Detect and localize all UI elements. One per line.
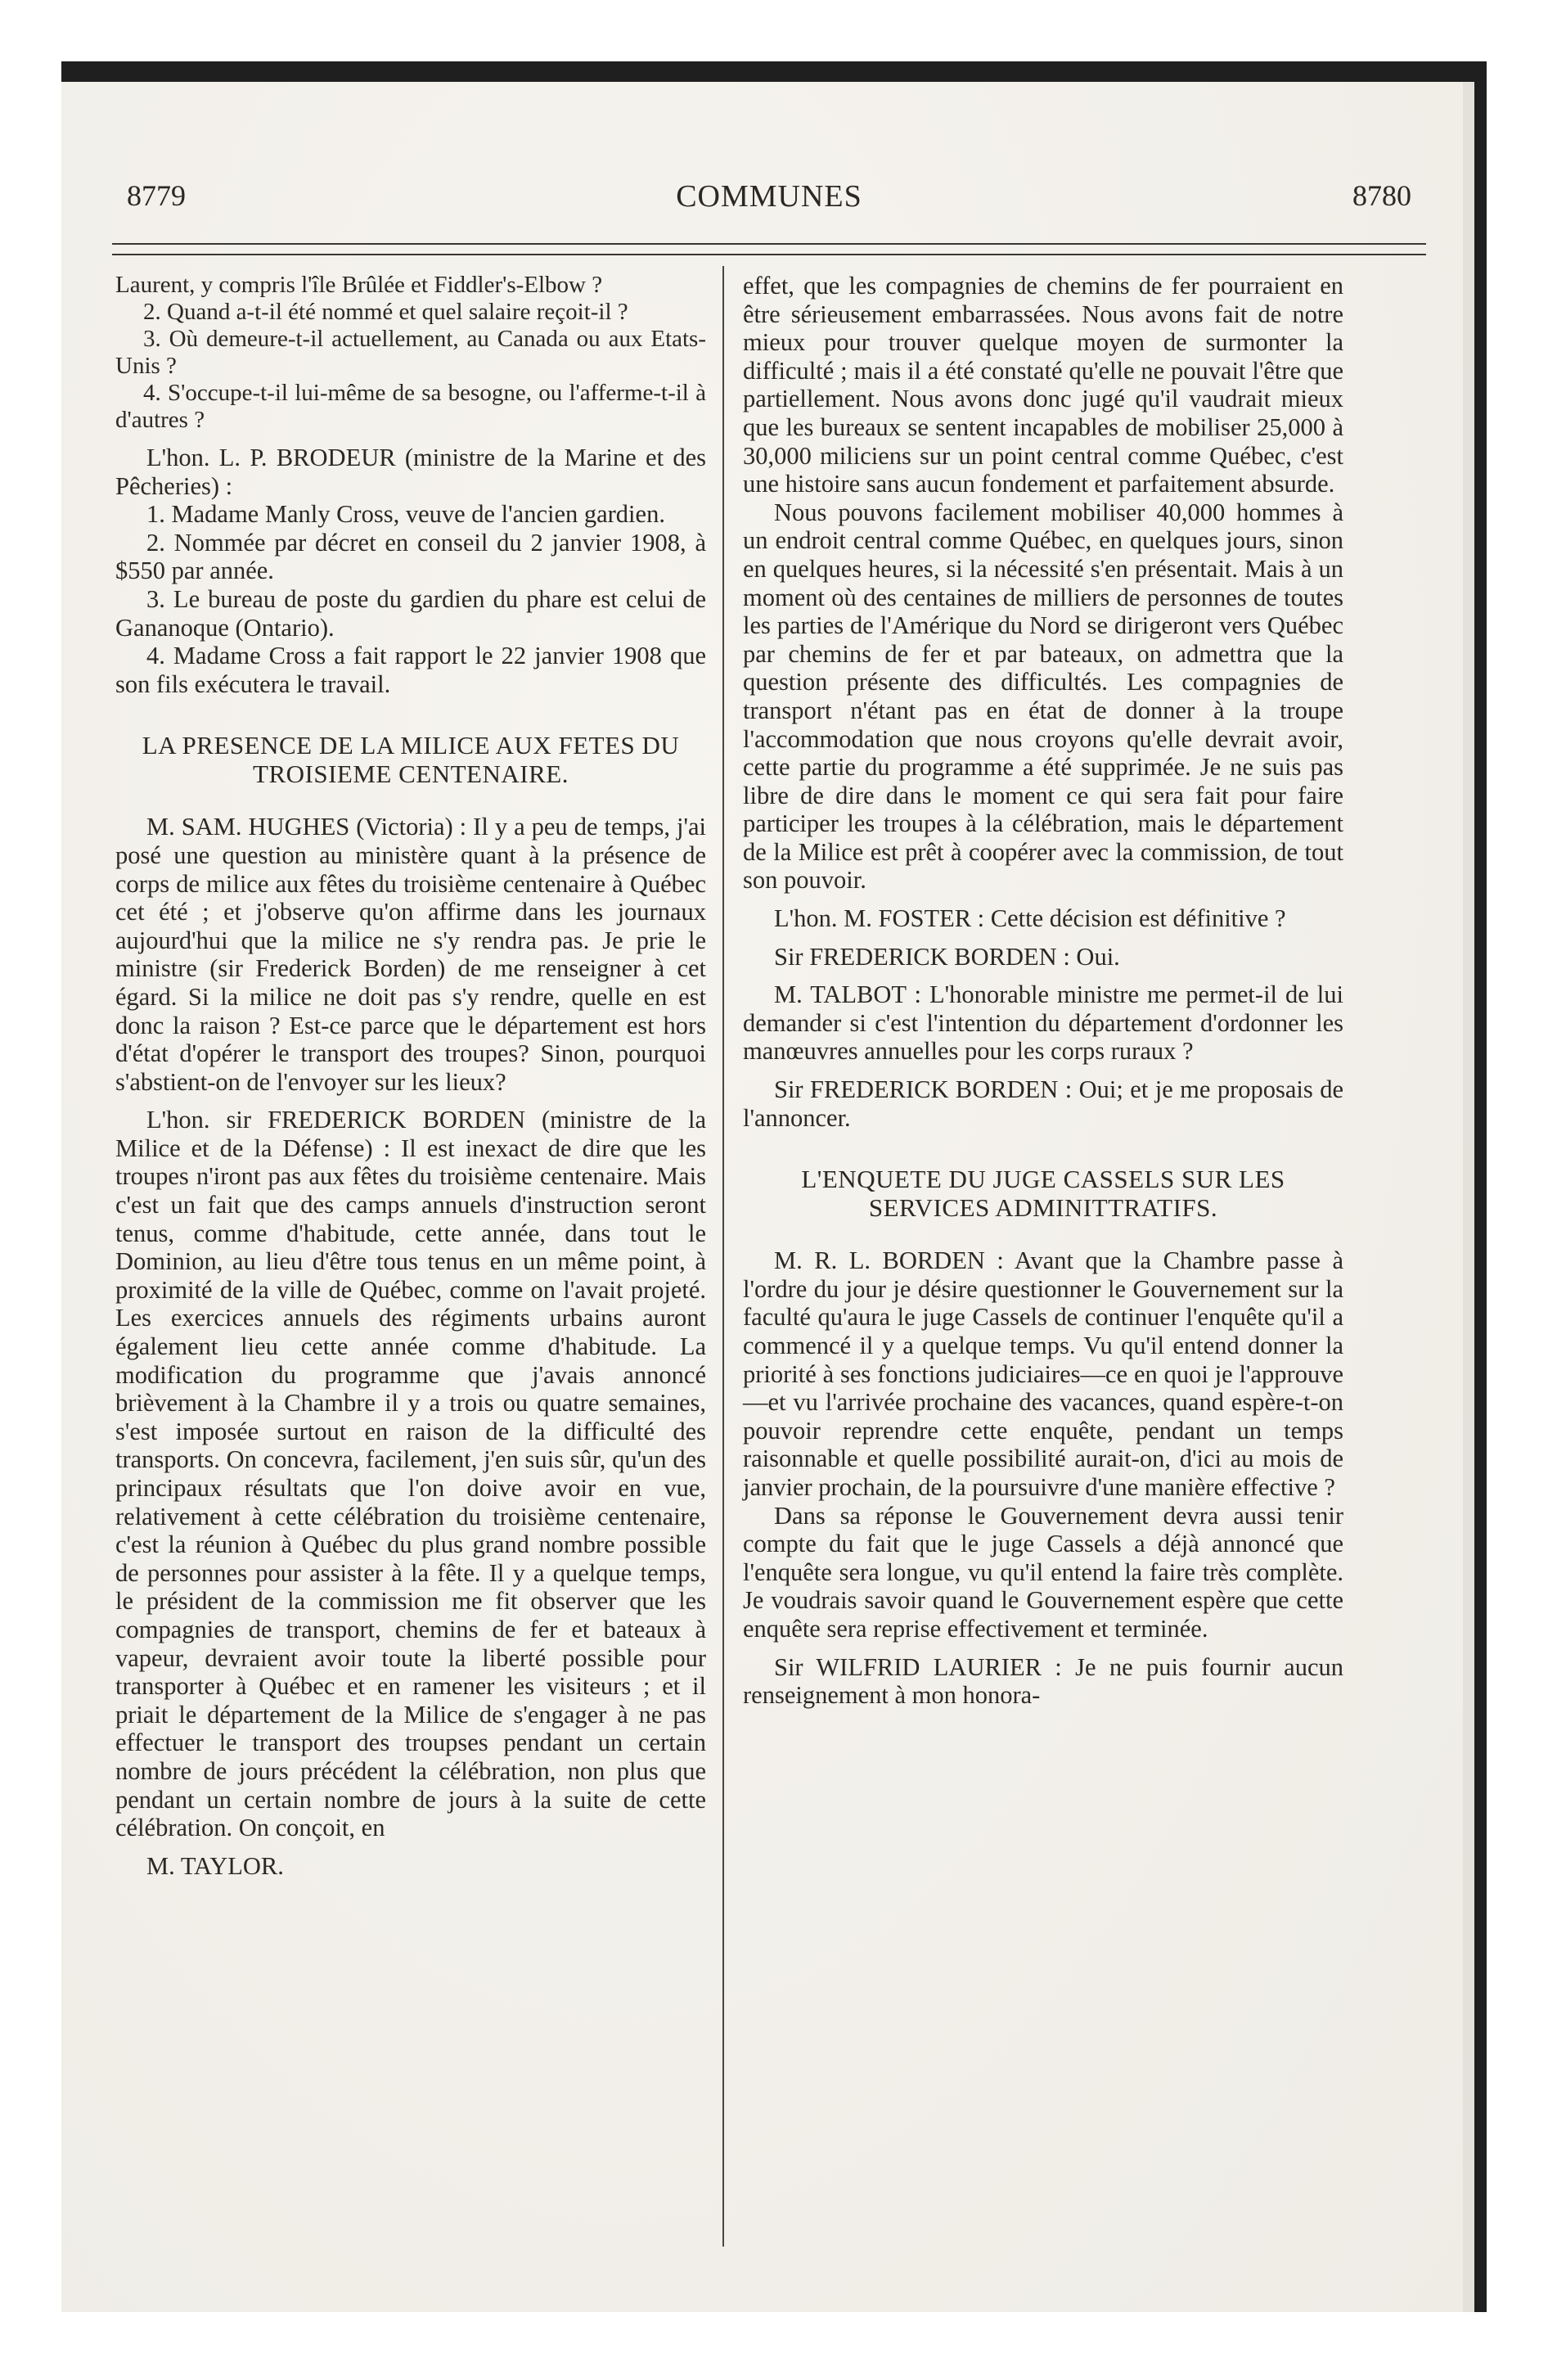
section-heading-milice: LA PRESENCE DE LA MILICE AUX FETES DU TROISIEME CENTENAIRE. — [142, 731, 680, 789]
right-page-number: 8780 — [1352, 179, 1411, 212]
page-edge — [1463, 82, 1474, 2312]
paragraph: 4. Madame Cross a fait rapport le 22 janvier 1908 que son fils exécutera le travail. — [115, 642, 706, 698]
left-column-signature: M. TAYLOR. — [146, 1851, 284, 1880]
paragraph: Nous pouvons facilement mobiliser 40,000 hommes à un endroit central comme Québec, en quelques jours, sinon en quelques heures, si la nécessité s'en présentait. Mais à un moment où des centaines de milliers de personnes de toutes les parties de l'Amérique du Nord se dirigeront vers Québec par chemins de fer et par bateaux, on admettra que la question présente des difficultés. Les compagnies de transport n'étant pas en état de donner à la troupe l'accommodation que nous croyons qu'elle devrait avoir, cette partie du programme a été supprimée. Je ne suis pas libre de dire dans le moment ce qui sera fait pour faire participer les troupes à la célébration, mais le département de la Milice est prêt à coopérer avec la commission, de tout son pouvoir. — [743, 498, 1343, 895]
page — [61, 82, 1474, 2312]
section-heading-enquete: L'ENQUETE DU JUGE CASSELS SUR LES SERVICES ADMINITTRATIFS. — [801, 1165, 1285, 1223]
paragraph: M. R. L. BORDEN : Avant que la Chambre passe à l'ordre du jour je désire questionner le Gouvernement sur la faculté qu'aura le juge Cassels de continuer l'enquête qu'il a commencé il y a quelque temps. Vu qu'il entend donner la priorité à ses fonctions judiciaires—ce en quoi je l'approuve—et vu l'arrivée prochaine des vacances, quand espère-t-on pouvoir reprendre cette enquête, pendant un temps raisonnable et quelle possibilité aurait-on, d'ici au mois de janvier prochain, de la poursuivre d'une manière effective ? — [743, 1246, 1343, 1501]
left-column — [115, 272, 706, 1880]
column-divider — [722, 266, 724, 2247]
left-column-part-1 — [115, 272, 706, 698]
paragraph: 4. S'occupe-t-il lui-même de sa besogne, ou l'afferme-t-il à d'autres ? — [115, 380, 706, 433]
right-column-part-2 — [743, 1246, 1343, 1710]
paragraph: Sir WILFRID LAURIER : Je ne puis fournir aucun renseignement à mon honora- — [743, 1652, 1343, 1710]
header-rule-bottom — [112, 254, 1426, 255]
paragraph: Laurent, y compris l'île Brûlée et Fiddler's-Elbow ? — [115, 272, 603, 298]
paragraph: Sir FREDERICK BORDEN : Oui. — [774, 942, 1120, 971]
paragraph: 3. Où demeure-t-il actuellement, au Canada ou aux Etats-Unis ? — [115, 326, 706, 379]
left-column-part-2 — [115, 813, 706, 1841]
paragraph: 2. Quand a-t-il été nommé et quel salaire reçoit-il ? — [143, 299, 628, 325]
right-column-part-1 — [743, 272, 1343, 1132]
paragraph: L'hon. sir FREDERICK BORDEN (ministre de la Milice et de la Défense) : Il est inexact de dire que les troupes n'iront pas aux fêtes du troisième centenaire. Mais c'est un fait que des camps annuels d'instruction seront tenus, comme d'habitude, cette année, dans tout le Dominion, au lieu d'être tous tenus en un même point, à proximité de la ville de Québec, comme on l'avait projeté. Les exercices annuels des régiments urbains auront également lieu cette année comme d'habitude. La modification du programme que j'avais annoncé brièvement à la Chambre il y a trois ou quatre semaines, s'est imposée surtout en raison de la difficulté des transports. On concevra, facilement, j'en suis sûr, qu'un des principaux résultats que l'on doive avoir en vue, relativement à cette célébration du troisième centenaire, c'est la réunion à Québec du plus grand nombre possible de personnes pour assister à la fête. Il y a quelque temps, le président de la commission me fit observer que les compagnies de transport, chemins de fer et bateaux à vapeur, devraient avoir toute la liberté possible pour transporter à Québec et en ramener les visiteurs ; et il priait le département de la Milice de s'engager à ne pas effectuer le transport des troupses pendant un certain nombre de jours précédent la célébration, non plus que pendant un certain nombre de jours à la suite de cette célébration. On conçoit, en — [115, 1106, 706, 1842]
paragraph: 3. Le bureau de poste du gardien du phare est celui de Gananoque (Ontario). — [115, 584, 706, 642]
paragraph: 1. Madame Manly Cross, veuve de l'ancien gardien. — [146, 500, 665, 529]
paragraph: effet, que les compagnies de chemins de fer pourraient en être sérieusement embarrassées. Nous avons fait de notre mieux pour trouver quelque moyen de surmonter la difficulté ; mais il a été constaté qu'elle ne pouvait l'être que partiellement. Nous avons donc jugé qu'il vaudrait mieux que les bureaux se sentent incapables de mobiliser 25,000 à 30,000 miliciens sur un point central comme Québec, c'est une histoire sans aucun fondement et parfaitement absurde. — [743, 272, 1343, 498]
paragraph: Sir FREDERICK BORDEN : Oui; et je me proposais de l'annoncer. — [743, 1075, 1343, 1132]
right-column — [743, 272, 1343, 1710]
running-title: COMMUNES — [676, 179, 862, 214]
page-header — [127, 178, 1411, 228]
paragraph: Dans sa réponse le Gouvernement devra aussi tenir compte du fait que le juge Cassels a déjà annoncé que l'enquête sera longue, vu qu'il entend la faire très complète. Je voudrais savoir quand le Gouvernement espère que cette enquête sera reprise effectivement et terminée. — [743, 1501, 1343, 1643]
header-rule-top — [112, 243, 1426, 245]
left-page-number: 8779 — [127, 179, 186, 212]
paragraph: M. SAM. HUGHES (Victoria) : Il y a peu de temps, j'ai posé une question au ministère quant à la présence de corps de milice aux fêtes du troisième centenaire à Québec cet été ; et j'observe qu'on affirme dans les journaux aujourd'hui que la milice ne s'y rendra pas. Je prie le ministre (sir Frederick Borden) de me renseigner à cet égard. Si la milice ne doit pas s'y rendre, quelle en est donc la raison ? Est-ce parce que le département est hors d'état d'opérer le transport des troupes? Sinon, pourquoi s'abstient-on de l'envoyer sur les lieux? — [115, 813, 706, 1096]
paragraph: L'hon. L. P. BRODEUR (ministre de la Marine et des Pêcheries) : — [115, 444, 706, 500]
paragraph: M. TALBOT : L'honorable ministre me permet-il de lui demander si c'est l'intention du département d'ordonner les manœuvres annuelles pour les corps ruraux ? — [743, 980, 1343, 1066]
paragraph: L'hon. M. FOSTER : Cette décision est définitive ? — [774, 904, 1286, 933]
paragraph: 2. Nommée par décret en conseil du 2 janvier 1908, à $550 par année. — [115, 528, 706, 585]
